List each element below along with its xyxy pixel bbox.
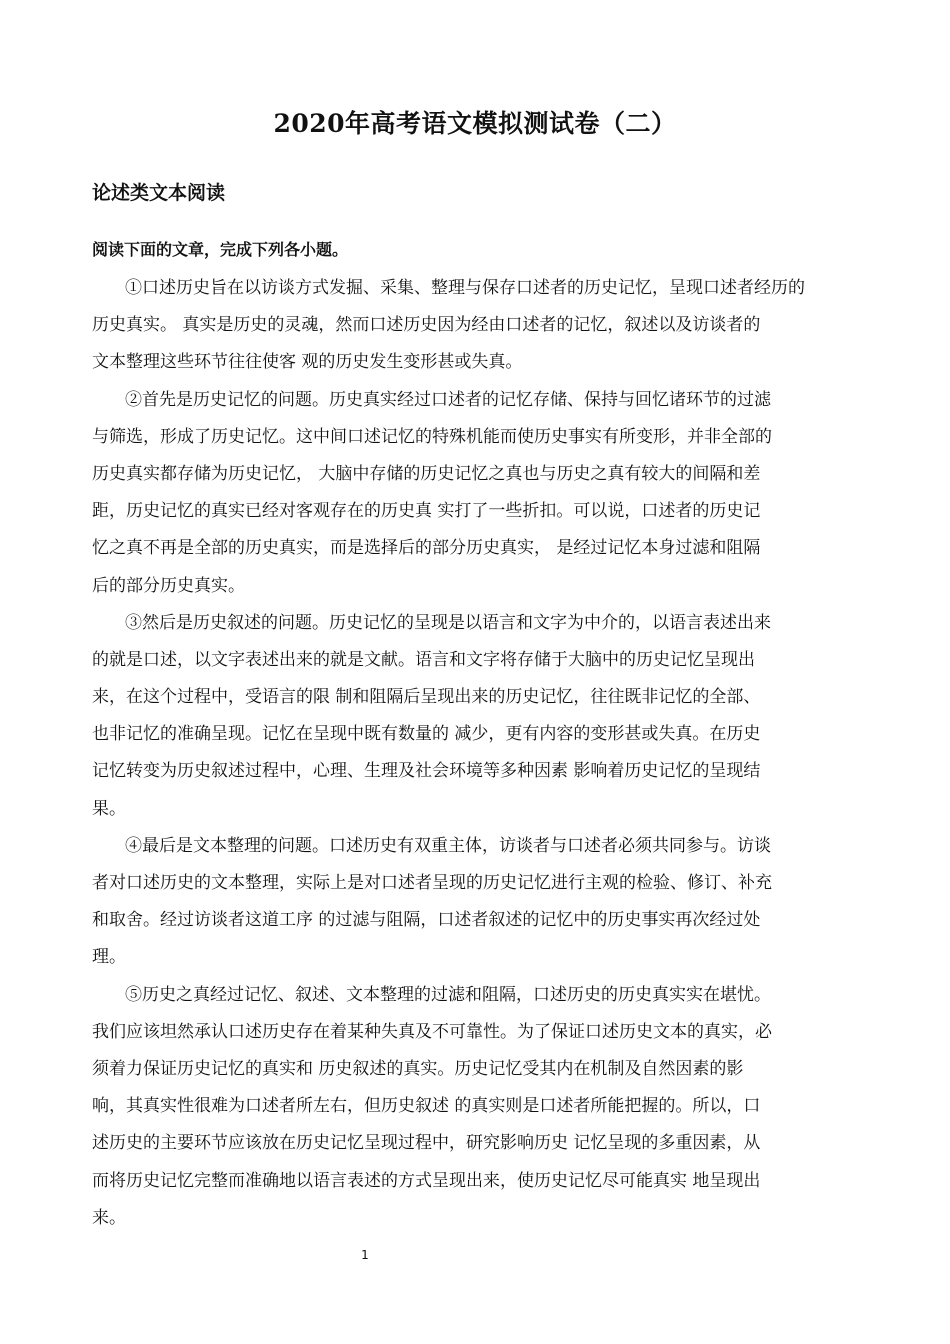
paragraph-5 — [92, 977, 862, 1237]
paragraph-line: 文本整理这些环节往往使客 观的历史发生变形甚或失真。 — [92, 352, 523, 373]
paragraph-line: ③然后是历史叙述的问题。历史记忆的呈现是以语言和文字为中介的，以语言表述出来 — [125, 612, 771, 633]
paragraph-line: 后的部分历史真实。 — [92, 575, 245, 596]
article-body — [92, 270, 862, 1237]
paragraph-line: 忆之真不再是全部的历史真实，而是选择后的部分历史真实， 是经过记忆本身过滤和阻隔 — [92, 538, 761, 559]
paragraph-line: ①口述历史旨在以访谈方式发掘、采集、整理与保存口述者的历史记忆，呈现口述者经历的 — [125, 278, 805, 298]
paragraph-line: 我们应该坦然承认口述历史存在着某种失真及不可靠性。为了保证口述历史文本的真实，必 — [92, 1021, 772, 1042]
paragraph-line: 历史真实都存储为历史记忆， 大脑中存储的历史记忆之真也与历史之真有较大的间隔和差 — [92, 463, 761, 484]
paragraph-1 — [92, 270, 862, 382]
paragraph-line: 来。 — [92, 1207, 126, 1228]
page-title: 2020年高考语文模拟测试卷（二） — [273, 109, 677, 138]
paragraph-line: ⑤历史之真经过记忆、叙述、文本整理的过滤和阻隔，口述历史的历史真实实在堪忧。 — [125, 984, 771, 1005]
paragraph-line: 响，其真实性很难为口述者所左右，但历史叙述 的真实则是口述者所能把握的。所以，口 — [92, 1096, 761, 1117]
paragraph-line: 来，在这个过程中，受语言的限 制和阻隔后呈现出来的历史记忆，往往既非记忆的全部、 — [92, 687, 761, 708]
paragraph-2 — [92, 382, 862, 605]
paragraph-3 — [92, 605, 862, 828]
paragraph-line: 果。 — [92, 798, 126, 819]
paragraph-line: 述历史的主要环节应该放在历史记忆呈现过程中，研究影响历史 记忆呈现的多重因素，从 — [92, 1133, 761, 1154]
paragraph-line: 与筛选，形成了历史记忆。这中间口述记忆的特殊机能而使历史事实有所变形，并非全部的 — [92, 426, 772, 447]
page-number: 1 — [361, 1248, 369, 1262]
paragraph-line: 须着力保证历史记忆的真实和 历史叙述的真实。历史记忆受其内在机制及自然因素的影 — [92, 1058, 744, 1079]
paragraph-line: ④最后是文本整理的问题。口述历史有双重主体，访谈者与口述者必须共同参与。访谈 — [125, 835, 771, 856]
paragraph-line: 距，历史记忆的真实已经对客观存在的历史真 实打了一些折扣。可以说，口述者的历史记 — [92, 501, 761, 522]
paragraph-line: 和取舍。经过访谈者这道工序 的过滤与阻隔，口述者叙述的记忆中的历史事实再次经过处 — [92, 910, 761, 931]
paragraph-line: 也非记忆的准确呈现。记忆在呈现中既有数量的 减少，更有内容的变形甚或失真。在历史 — [92, 724, 761, 745]
paragraph-line: 而将历史记忆完整而准确地以语言表述的方式呈现出来，使历史记忆尽可能真实 地呈现出 — [92, 1170, 761, 1191]
paragraph-line: 的就是口述，以文字表述出来的就是文献。语言和文字将存储于大脑中的历史记忆呈现出 — [92, 649, 755, 670]
paragraph-line: ②首先是历史记忆的问题。历史真实经过口述者的记忆存储、保持与回忆诸环节的过滤 — [125, 389, 771, 410]
paragraph-line: 历史真实。 真实是历史的灵魂，然而口述历史因为经由口述者的记忆，叙述以及访谈者的 — [92, 315, 761, 336]
paragraph-line: 理。 — [92, 947, 126, 968]
section-heading: 论述类文本阅读 — [92, 182, 226, 204]
reading-instruction: 阅读下面的文章，完成下列各小题。 — [92, 240, 349, 259]
paragraph-line: 记忆转变为历史叙述过程中，心理、生理及社会环境等多种因素 影响着历史记忆的呈现结 — [92, 761, 761, 782]
paragraph-4 — [92, 828, 862, 977]
paragraph-line: 者对口述历史的文本整理，实际上是对口述者呈现的历史记忆进行主观的检验、修订、补充 — [92, 873, 772, 893]
